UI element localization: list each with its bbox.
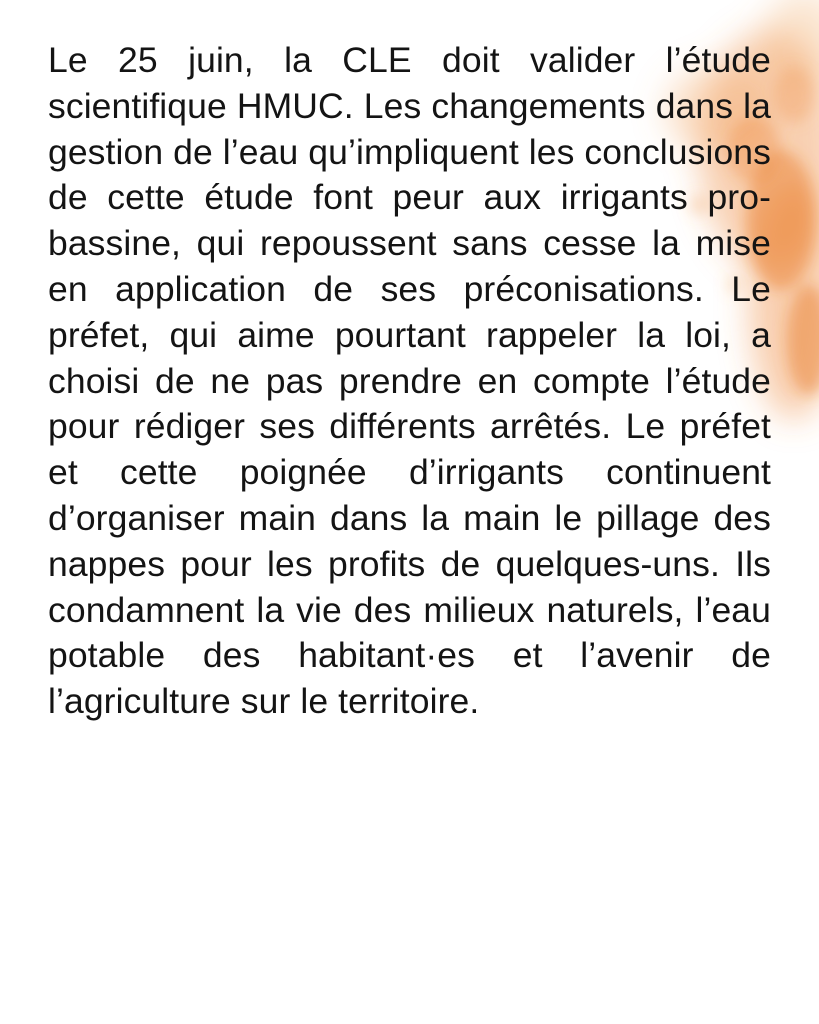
post-body-text: Le 25 juin, la CLE doit valider l’étude scientifique HMUC. Les changements dans la gestion de l’eau qu’impliquent les conclusions de cette étude font peur aux irrigants pro-bassine, qui repoussent sans cesse la mise en application de ses préconisations. Le préfet, qui aime pourtant rappeler la loi, a choisi de ne pas prendre en compte l’étude pour rédiger ses différents arrêtés. Le préfet et cette poignée d’irrigants continuent d’organiser main dans la main le pillage des nappes pour les profits de quelques-uns. Ils condamnent la vie des milieux naturels, l’eau potable des habitant·es et l’avenir de l’agriculture sur le territoire. [48,40,771,722]
